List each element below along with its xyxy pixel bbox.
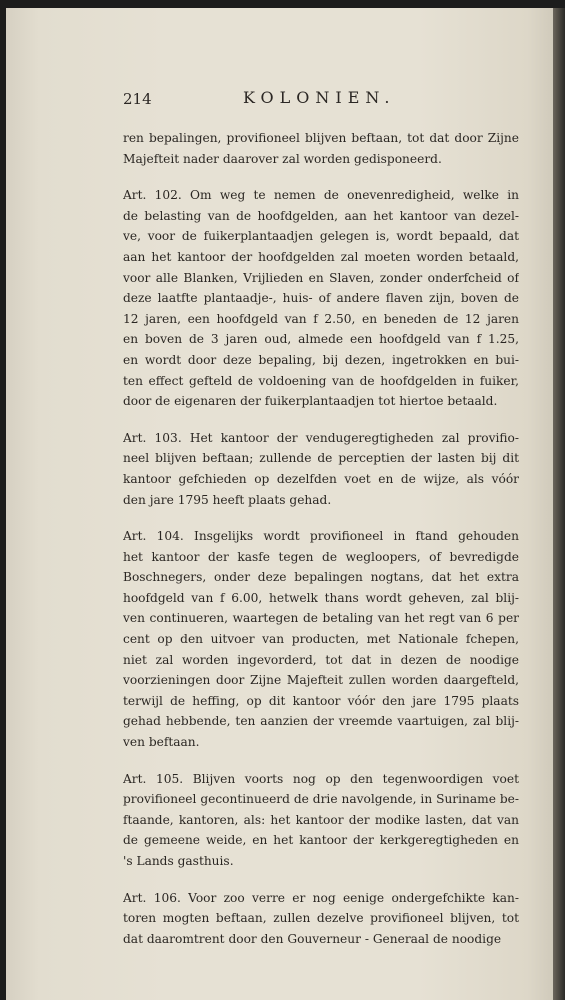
text-line: ven beftaan. [123,735,200,750]
text-line: terwijl de heffing, op dit kantoor vóór den jare 1795 plaats [123,693,519,708]
text-line: dat daaromtrent door den Gouverneur - Generaal de noodige [123,931,502,946]
text-line: en wordt door deze bepaling, bij dezen, ingetrokken en bui- [123,352,519,367]
text-line: en boven de 3 jaren oud, almede een hoofdgeld van f 1.25, [123,332,519,347]
text-line: de belasting van de hoofdgelden, aan het kantoor van dezel- [123,208,519,223]
page-header [123,88,523,112]
text-line: Majefteit nader daarover zal worden gedisponeerd. [123,151,442,166]
text-line: den jare 1795 heeft plaats gehad. [123,492,332,507]
paragraph [123,526,519,753]
text-line: 12 jaren, een hoofdgeld van f 2.50, en beneden de 12 jaren [123,311,519,326]
text-line: ten effect gefteld de voldoening van de hoofdgelden in fuiker, [123,373,519,388]
text-line: provifioneel gecontinueerd de drie navolgende, in Suriname be- [123,792,519,807]
text-line: ven continueren, waartegen de betaling van het regt van 6 per [123,611,519,626]
text-line: niet zal worden ingevorderd, tot dat in dezen de noodige [123,652,519,667]
body-text [123,128,519,965]
text-line: ve, voor de fuikerplantaadjen gelegen is, wordt bepaald, dat [123,229,519,244]
text-line: de gemeene weide, en het kantoor der kerkgeregtigheden en [123,833,519,848]
text-line: deze laatfte plantaadje-, huis- of andere flaven zijn, boven de [123,291,519,306]
text-line: cent op den uitvoer van producten, met Nationale fchepen, [123,632,519,647]
text-line: door de eigenaren der fuikerplantaadjen tot hiertoe betaald. [123,394,498,409]
text-line: ftaande, kantoren, als: het kantoor der modike lasten, dat van [123,812,519,827]
text-line: gehad hebbende, ten aanzien der vreemde vaartuigen, zal blij- [123,714,519,729]
text-line: ren bepalingen, provifioneel blijven beftaan, tot dat door Zijne [123,131,519,145]
text-line: voorzieningen door Zijne Majefteit zullen worden daargefteld, [123,673,519,688]
paragraph [123,769,519,872]
text-line: Boschnegers, onder deze bepalingen nogtans, dat het extra [123,570,519,585]
running-title: KOLONIEN. [243,88,396,107]
text-line: voor alle Blanken, Vrijlieden en Slaven, zonder onderfcheid of [123,270,519,285]
text-line: het kantoor der kasfe tegen de wegloopers, of bevredigde [123,549,519,564]
page-number: 214 [123,90,152,108]
text-line: Art. 106. Voor zoo verre er nog eenige ondergefchikte kan- [123,890,519,905]
paragraph [123,888,519,950]
text-line: Art. 103. Het kantoor der vendugeregtigheden zal provifio- [123,430,519,445]
text-line: toren mogten beftaan, zullen dezelve provifioneel blijven, tot [123,911,519,926]
text-line: Art. 102. Om weg te nemen de onevenredigheid, welke in [123,188,519,203]
page-edge [553,8,565,1000]
text-line: neel blijven beftaan; zullende de perceptien der lasten bij dit [123,451,519,466]
text-line: Art. 105. Blijven voorts nog op den tegenwoordigen voet [123,771,519,786]
text-line: kantoor gefchieden op dezelfden voet en de wijze, als vóór [123,471,519,486]
text-line: hoofdgeld van f 6.00, hetwelk thans wordt geheven, zal blij- [123,590,519,605]
text-line: 's Lands gasthuis. [123,854,234,868]
text-line: aan het kantoor der hoofdgelden zal moeten worden betaald, [123,249,519,264]
paragraph [123,428,519,510]
paragraph [123,128,519,169]
text-line: Art. 104. Insgelijks wordt provifioneel in ftand gehouden [123,529,519,544]
paragraph [123,185,519,412]
